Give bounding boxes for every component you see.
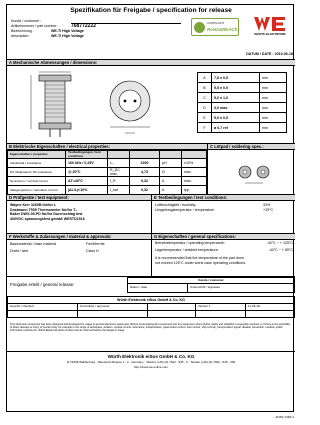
value: 4,73 (130, 168, 160, 177)
dimension-key: D (198, 103, 212, 113)
section-c-header: C Lötpad / soldering spec.: (207, 143, 295, 150)
approved-label: Kontrolliert / approved (78, 304, 148, 311)
article-row (11, 24, 181, 29)
blank-cell (8, 311, 78, 318)
dimension-unit: mm (260, 113, 287, 123)
operating-temp-label: Betriebstemperatur / operating temperature: (155, 241, 225, 245)
equipment-line: 400VDC spannungsfest gemäß WESTD1516 (10, 216, 85, 221)
rohs-text-2: RoHS&REACh (207, 27, 238, 32)
symbol: I_sat (108, 186, 130, 195)
de-divider (151, 201, 152, 233)
test-condition: |ΔL/L|<10% (66, 186, 108, 195)
dimension-unit: mm (260, 73, 287, 83)
property-label: Induktivität / inductance (8, 159, 66, 168)
release-label: Freigabe erteilt / general release: (10, 282, 75, 287)
dimension-value: 3,0 max. (212, 103, 260, 113)
dimension-row (198, 103, 287, 113)
checked-label: Geprüft / checked (8, 304, 78, 311)
dimension-unit: mm (260, 123, 287, 133)
humidity-label: Luftfeuchtigkeit / humidity (155, 203, 196, 207)
wire-row (10, 249, 148, 254)
fg-divider (151, 240, 152, 276)
general-specs (155, 241, 293, 265)
version-label: Version 1 (196, 304, 246, 311)
release-signature-label: Unterschrift / signature (188, 284, 295, 293)
solder-pad-drawing (229, 155, 279, 189)
storage-temp-value: -40°C ~ + 85°C (268, 247, 293, 252)
electrical-row (8, 177, 207, 186)
page-code: ANTE 1/4Rt.1 (275, 415, 294, 419)
dimension-row (198, 123, 287, 133)
test-condition: @ 20°C (66, 168, 108, 177)
ambient-temp-label: Umgebungstemperatur / temperature (155, 207, 215, 212)
ambient-temp-value: +25°C (263, 207, 274, 212)
date-label: DATUM / DATE : 2010-06-18 (246, 52, 293, 56)
footer-company: Würth Elektronik eiSos GmbH & Co. KG (107, 354, 195, 359)
electrical-table (7, 150, 207, 195)
dimension-key: E (198, 113, 212, 123)
section-e-header: E Testbedingungen / test conditions: (151, 194, 295, 201)
tolerance: typ. (182, 186, 207, 195)
property-label: Sättigungsstrom / saturation current (8, 186, 66, 195)
designation-label: Bezeichnung : (11, 29, 34, 34)
operating-temp-row (155, 241, 293, 246)
dimension-value: ø 0,7 ref (212, 123, 260, 133)
blank-cell (246, 311, 295, 318)
footer-divider (7, 351, 295, 352)
section-g-header: G Eigenschaften / general specifications: (151, 233, 295, 240)
test-condition: 100 kHz / 0,25V (66, 159, 108, 168)
base-material-row (10, 242, 148, 247)
storage-temp-row (155, 248, 293, 253)
dimension-key: B (198, 83, 212, 93)
section-b-header: B Elektrische Eigenschaften / electrical properties: (7, 143, 207, 150)
company-header: Würth Elektronik eiSos GmbH & Co. KG (8, 297, 295, 304)
storage-temp-label: Lagertemperatur / ambient temperature: (155, 247, 219, 252)
dimension-value: 5,0 ± 0,5 (212, 113, 260, 123)
unit: µH (160, 159, 182, 168)
section-a-header: A Mechanische Abmessungen / dimensions: (7, 59, 295, 66)
value: 0,32 (130, 177, 160, 186)
description-label: description : (11, 33, 31, 38)
customer-header: Kunde / customer (128, 278, 295, 284)
dimension-value: 7,8 ± 0,5 (212, 73, 260, 83)
dimension-unit: mm (260, 93, 287, 103)
unit: Ω (160, 168, 182, 177)
tol-header (182, 151, 207, 159)
test-conditions (155, 203, 293, 212)
ambient-temp-row (155, 208, 293, 213)
section-f-header: F Werkstoffe & Zulassungen / material & approvals: (7, 233, 151, 240)
blank-cell (196, 311, 246, 318)
section-d-header: D Prüfgeräte / test equipment: (7, 194, 151, 201)
equipment-line: Wayne Kerr 3260B für/for L (10, 203, 57, 207)
test-header: Testbedingungen / test conditions (66, 151, 108, 159)
rohs-check-icon (194, 22, 205, 33)
equipment-line: Baker DWX-05-PD für/for Durchschlag test (10, 212, 83, 217)
rohs-text-1: COMPLIANT (207, 21, 225, 25)
dimension-unit: mm (260, 83, 287, 93)
bc-divider (207, 150, 208, 194)
electrical-row (8, 168, 207, 177)
temp-note-2: not exceed 125°C under worst case operating conditions. (155, 260, 247, 265)
we-logo (253, 16, 287, 38)
customer-label: Kunde / customer : (11, 19, 42, 23)
blank-cell (148, 304, 196, 311)
equipment-line: Dostmann T505 Thermometer für/for T₀ (10, 207, 78, 212)
electrical-row (8, 159, 207, 168)
test-condition: ΔT=40°C (66, 177, 108, 186)
dimension-unit: mm (260, 103, 287, 113)
base-material-value: Ferrit/ferrite (86, 242, 105, 246)
article-label: Artikelnummer / part number : (11, 23, 59, 28)
value: 2200 (130, 159, 160, 168)
blank-cell (148, 311, 196, 318)
description-value: WE-TI High Voltage (51, 33, 84, 38)
spec-sheet (6, 4, 294, 412)
header-info (11, 19, 181, 38)
tolerance: max. (182, 168, 207, 177)
prop-header: Eigenschaften / properties (8, 151, 66, 159)
test-equipment-list (10, 203, 150, 221)
disclaimer: This electronic component has been designed and developed for usage in general electronic equipment. Before incorporating this component into any equipment where higher safety and reliability is especially required, or if there is the possibility of direct damage or injury to human body, for example in the range of aerospace, aviation, nuclear control, submarine, transportation, (automotive control, train control, ship control), transportation signal, disaster prevention, medical, public information network etc, Würth Elektronik eiSos GmbH must be informed before the design-in stage. (10, 323, 291, 333)
property-label: DC-Widerstand / DC-resistance (8, 168, 66, 177)
footer-web: http://www.we-online.com (133, 365, 168, 369)
dimension-row (198, 93, 287, 103)
operating-temp-value: -40°C ~ + 125°C (266, 241, 293, 245)
value: 0,32 (130, 186, 160, 195)
dimension-row (198, 113, 287, 123)
dimension-row (198, 73, 287, 83)
dimension-drawing (25, 71, 165, 139)
dimension-value: 9,5 ± 0,5 (212, 83, 260, 93)
unit: A (160, 186, 182, 195)
temp-note-1: It is recommended that the temperature of the part does (155, 256, 244, 261)
property-label: Nennstrom / nominal current (8, 177, 66, 186)
tolerance: max. (182, 177, 207, 186)
symbol-header (108, 151, 130, 159)
unit-header (160, 151, 182, 159)
article-number: 768772222 (71, 22, 97, 29)
rohs-logo (191, 18, 239, 36)
company-release-table (7, 296, 295, 318)
footer-address: D-74638 Waldenburg · Max-Eyth-Strasse 1 - 3 · Germany · Telefon (+49) (0) 7942 - 945 - 0 · Telefax (+49) (0) 7942 - 945 - 400 (66, 360, 236, 364)
designation-value: WE-TI High Voltage (51, 29, 84, 34)
dimension-row (198, 83, 287, 93)
release-date-value: 11-06-18 (246, 304, 295, 311)
dimension-value: 5,0 ± 1,0 (212, 93, 260, 103)
dimension-table (197, 72, 287, 133)
wire-value: Class H (86, 248, 99, 253)
we-logo-mark (253, 16, 287, 32)
base-material-label: Basismaterial / base material (10, 242, 57, 246)
wire-label: Draht / wire (10, 248, 29, 253)
tolerance: ±10% (182, 159, 207, 168)
customer-release-table (127, 277, 295, 293)
value-header (130, 151, 160, 159)
humidity-value: 33% (263, 203, 271, 207)
we-brand-text: WÜRTH ELEKTRONIK (254, 32, 286, 36)
materials (10, 242, 148, 253)
unit: A (160, 177, 182, 186)
symbol: R_DC max. (108, 168, 130, 177)
release-date-label: Datum / date (128, 284, 188, 293)
symbol: I_R (108, 177, 130, 186)
symbol: L₀ (108, 159, 130, 168)
dimension-key: C (198, 93, 212, 103)
description-row (11, 34, 181, 39)
blank-cell (78, 311, 148, 318)
page-title: Spezifikation für Freigabe / specification for release (70, 7, 232, 14)
dimension-key: A (198, 73, 212, 83)
dimension-key: F (198, 123, 212, 133)
